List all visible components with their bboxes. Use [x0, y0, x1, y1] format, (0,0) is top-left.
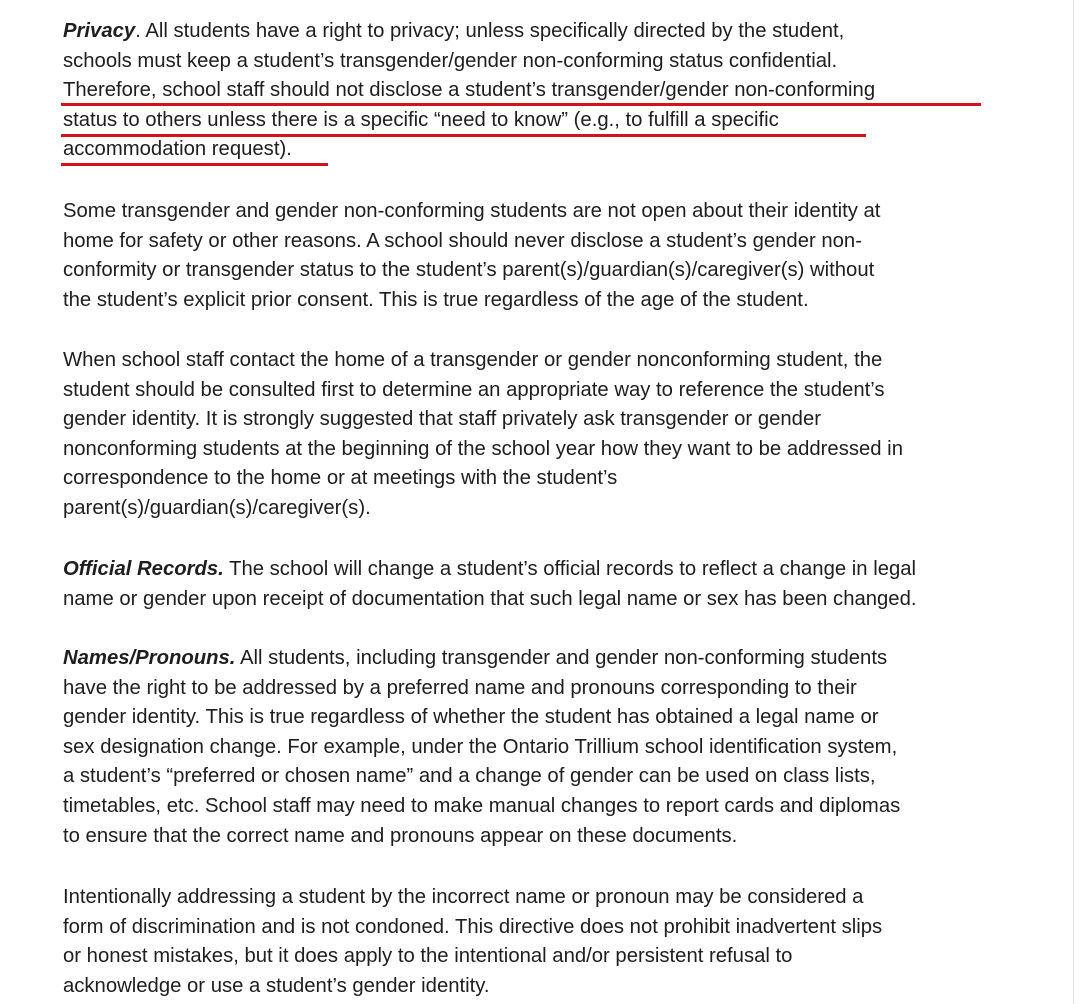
red-underline-mark — [61, 163, 328, 166]
official-records-paragraph — [63, 555, 1063, 614]
text-line: a student’s “preferred or chosen name” and a change of gender can be used on class lists, — [63, 765, 876, 788]
text-line: the student’s explicit prior consent. This is true regardless of the age of the student. — [63, 288, 809, 311]
text-line: schools must keep a student’s transgender/gender non-conforming status confidential. — [63, 49, 838, 72]
text-line: gender identity. It is strongly suggested that staff privately ask transgender or gender — [63, 408, 821, 431]
text-line: correspondence to the home or at meetings with the student’s — [63, 467, 618, 490]
text-line: When school staff contact the home of a transgender or gender nonconforming student, the — [63, 349, 883, 371]
text-line: have the right to be addressed by a preferred name and pronouns corresponding to their — [63, 676, 857, 699]
text-line: gender identity. This is true regardless of whether the student has obtained a legal name or — [63, 706, 879, 729]
names-pronouns-paragraph — [63, 644, 1063, 851]
privacy-paragraph — [63, 17, 1063, 165]
privacy-heading: Privacy — [63, 20, 136, 42]
underlined-line: Therefore, school staff should not disclose a student’s transgender/gender non-conforming — [63, 79, 876, 102]
text-line: Some transgender and gender non-conforming students are not open about their identity at — [63, 200, 881, 222]
text-line: home for safety or other reasons. A school should never disclose a student’s gender non- — [63, 229, 862, 252]
text-line: Intentionally addressing a student by the incorrect name or pronoun may be considered a — [63, 886, 864, 908]
page-edge-line — [1073, 0, 1074, 1004]
disclosure-paragraph — [63, 197, 1063, 315]
red-underline-mark — [61, 134, 866, 137]
text-line: timetables, etc. School staff may need to make manual changes to report cards and diplomas — [63, 794, 901, 817]
text-line: to ensure that the correct name and pronouns appear on these documents. — [63, 824, 738, 847]
text-line: Names/Pronouns. All students, including transgender and gender non-conforming students — [63, 647, 888, 669]
official-records-heading: Official Records. — [63, 558, 224, 580]
text-line: nonconforming students at the beginning of the school year how they want to be addressed in — [63, 437, 903, 460]
text-line: name or gender upon receipt of documentation that such legal name or sex has been changed. — [63, 587, 917, 610]
text-line: Official Records. The school will change a student’s official records to reflect a change in legal — [63, 558, 917, 580]
red-underline-mark — [61, 103, 981, 106]
text-line: form of discrimination and is not condoned. This directive does not prohibit inadvertent slips — [63, 915, 883, 938]
underlined-line: status to others unless there is a specific “need to know” (e.g., to fulfill a specific — [63, 108, 779, 131]
misgendering-paragraph — [63, 883, 1063, 1001]
names-pronouns-heading: Names/Pronouns. — [63, 647, 236, 669]
home-contact-paragraph — [63, 346, 1063, 524]
text-line: sex designation change. For example, under the Ontario Trillium school identification system, — [63, 735, 898, 758]
text-line: or honest mistakes, but it does apply to the intentional and/or persistent refusal to — [63, 945, 793, 968]
text-line: acknowledge or use a student’s gender identity. — [63, 974, 490, 997]
text-line: Privacy. All students have a right to privacy; unless specifically directed by the student, — [63, 20, 845, 42]
text-line: parent(s)/guardian(s)/caregiver(s). — [63, 496, 371, 519]
text-line: student should be consulted first to determine an appropriate way to reference the student’s — [63, 378, 885, 401]
text-line: conformity or transgender status to the student’s parent(s)/guardian(s)/caregiver(s) without — [63, 259, 875, 282]
underlined-line: accommodation request). — [63, 138, 292, 161]
